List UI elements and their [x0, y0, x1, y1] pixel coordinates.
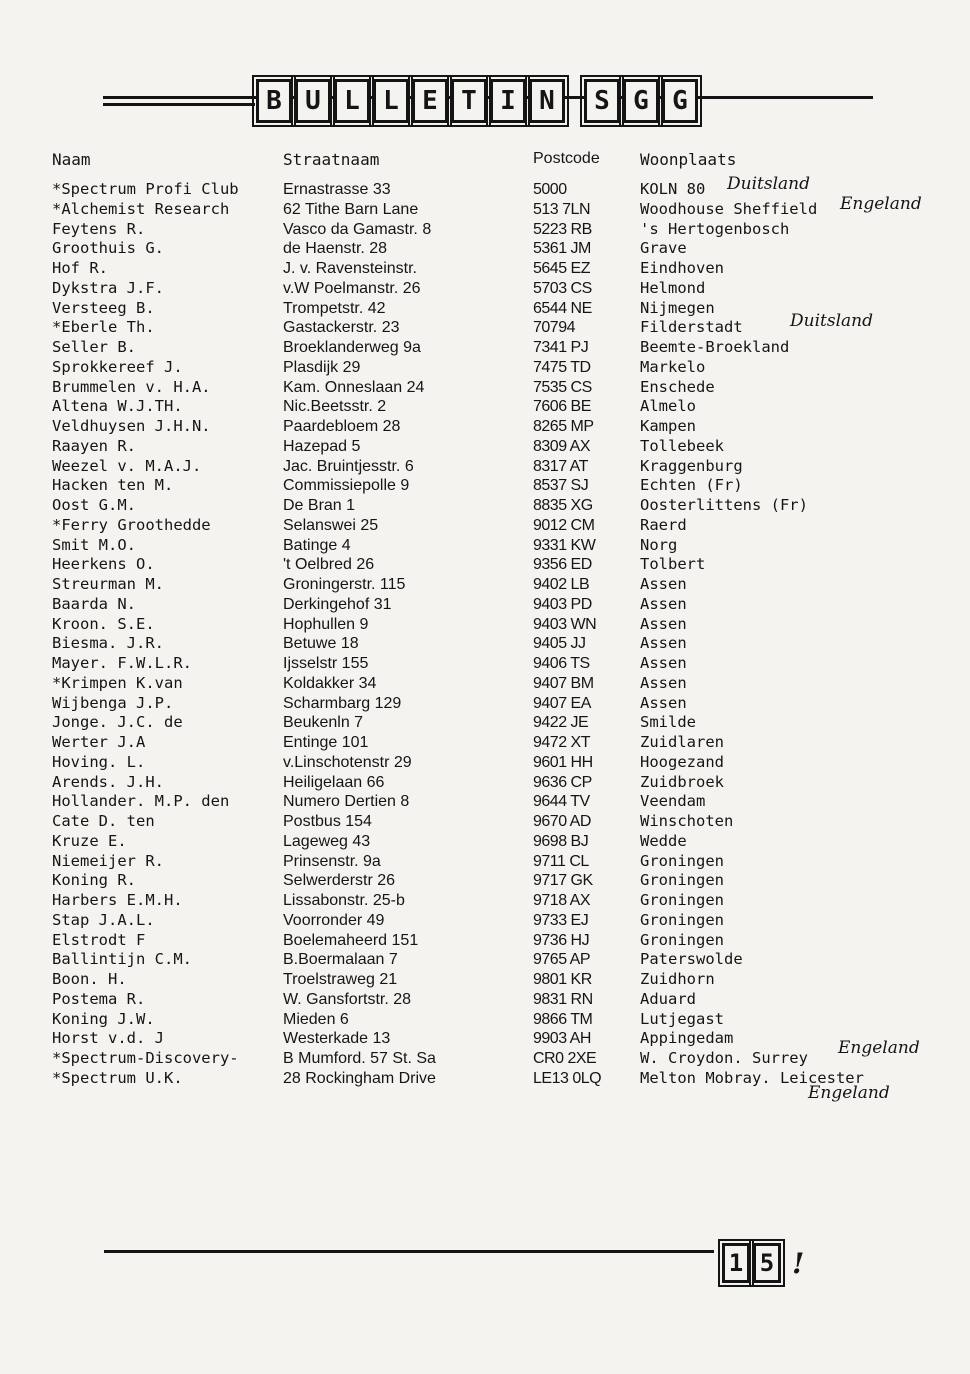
- entry-postcode: 5645 EZ: [533, 260, 590, 277]
- entry-street: Heiligelaan 66: [283, 773, 385, 791]
- entry-name: *Spectrum Profi Club: [52, 180, 239, 198]
- entry-town: Norg: [640, 535, 678, 554]
- entry-street: Scharmbarg 129: [283, 694, 402, 712]
- name-column: [52, 180, 277, 1089]
- entry-name: Koning R.: [52, 871, 136, 890]
- entry-postcode: 8537 SJ: [533, 477, 589, 495]
- entry-postcode: 9718 AX: [533, 892, 590, 909]
- entry-town: W. Croydon. Surrey: [640, 1049, 808, 1067]
- entry-postcode: 8309 AX: [533, 437, 590, 455]
- entry-town: Melton Mobray. Leicester: [640, 1068, 864, 1087]
- entry-name: Harbers E.M.H.: [52, 891, 183, 909]
- entry-town: Almelo: [640, 397, 696, 416]
- entry-postcode: 9407 BM: [533, 674, 594, 692]
- entry-name: Niemeijer R.: [52, 851, 164, 870]
- entry-street: Kam. Onneslaan 24: [283, 378, 425, 396]
- header-street: Straatnaam: [283, 150, 380, 169]
- entry-postcode: CR0 2XE: [533, 1050, 597, 1067]
- entry-street: Selwerderstr 26: [283, 872, 396, 890]
- handwritten-duitsland: Duitsland: [790, 311, 873, 331]
- entry-postcode: 9644 TV: [533, 793, 590, 811]
- entry-postcode: 8317 AT: [533, 457, 588, 475]
- entry-street: Nic.Beetsstr. 2: [283, 398, 387, 416]
- entry-name: Brummelen v. H.A.: [52, 377, 211, 396]
- entry-name: *Spectrum U.K.: [52, 1068, 183, 1087]
- entry-town: Grave: [640, 239, 687, 258]
- entry-name: Hof R.: [52, 259, 108, 277]
- entry-postcode: 9736 HJ: [533, 931, 590, 949]
- entry-street: Entinge 101: [283, 734, 369, 751]
- entry-name: Veldhuysen J.H.N.: [52, 417, 211, 435]
- entry-town: Zuidlaren: [640, 733, 724, 751]
- entry-postcode: 8835 XG: [533, 497, 593, 514]
- entry-name: Kruze E.: [52, 831, 127, 850]
- masthead-letter: U: [295, 79, 331, 123]
- entry-town: KOLN 80: [640, 180, 706, 198]
- masthead-letter: B: [256, 79, 292, 123]
- entry-street: 't Oelbred 26: [283, 556, 375, 574]
- entry-street: Plasdijk 29: [283, 358, 361, 376]
- page-number-digit: 1: [722, 1243, 750, 1283]
- entry-town: Filderstadt: [640, 318, 743, 337]
- entry-town: Appingedam: [640, 1029, 734, 1048]
- masthead-letter: S: [584, 79, 620, 123]
- masthead-letter: L: [334, 79, 370, 123]
- entry-street: Beukenln 7: [283, 714, 364, 732]
- entry-name: Weezel v. M.A.J.: [52, 456, 202, 475]
- handwritten-engeland: Engeland: [838, 1038, 920, 1058]
- entry-street: Jac. Bruintjesstr. 6: [283, 457, 414, 475]
- entry-town: Zuidbroek: [640, 772, 724, 791]
- entry-town: 's Hertogenbosch: [640, 219, 790, 238]
- entry-name: Postema R.: [52, 989, 146, 1008]
- entry-name: *Eberle Th.: [52, 318, 155, 337]
- entry-town: Assen: [640, 654, 687, 672]
- entry-street: Lissabonstr. 25-b: [283, 892, 405, 909]
- entry-town: Assen: [640, 693, 687, 712]
- entry-name: *Spectrum-Discovery-: [52, 1049, 239, 1067]
- entry-town: Lutjegast: [640, 1009, 724, 1028]
- entry-name: Hoving. L.: [52, 752, 146, 771]
- entry-street: Boelemaheerd 151: [283, 931, 419, 949]
- entry-town: Tolbert: [640, 555, 706, 574]
- entry-name: Altena W.J.TH.: [52, 397, 183, 416]
- entry-town: Assen: [640, 575, 687, 593]
- entry-street: Trompetstr. 42: [283, 299, 386, 317]
- masthead-letter: I: [490, 79, 526, 123]
- entry-postcode: 6544 NE: [533, 299, 592, 317]
- entry-street: 62 Tithe Barn Lane: [283, 200, 419, 218]
- entry-street: Postbus 154: [283, 813, 372, 830]
- entry-town: Nijmegen: [640, 298, 715, 317]
- entry-town: Hoogezand: [640, 752, 724, 771]
- entry-street: de Haenstr. 28: [283, 240, 388, 258]
- entry-street: Groningerstr. 115: [283, 576, 406, 593]
- entry-name: Hacken ten M.: [52, 476, 174, 495]
- entry-town: Winschoten: [640, 812, 734, 830]
- entry-street: Commissiepolle 9: [283, 477, 410, 495]
- masthead-letter: G: [662, 79, 698, 123]
- entry-postcode: 7475 TD: [533, 358, 591, 376]
- entry-name: Mayer. F.W.L.R.: [52, 654, 192, 672]
- entry-street: Numero Dertien 8: [283, 793, 410, 811]
- entry-town: Kampen: [640, 417, 696, 435]
- entry-town: Assen: [640, 594, 687, 613]
- entry-name: Biesma. J.R.: [52, 634, 164, 653]
- entry-street: Voorronder 49: [283, 911, 385, 929]
- entry-postcode: 9356 ED: [533, 556, 592, 574]
- bleed-through-title: [205, 137, 218, 162]
- entry-street: Hophullen 9: [283, 615, 369, 633]
- entry-town: Markelo: [640, 357, 706, 376]
- masthead-letter: T: [451, 79, 487, 123]
- entry-town: Helmond: [640, 278, 706, 297]
- page-mark: !: [792, 1246, 805, 1280]
- entry-name: Smit M.O.: [52, 535, 136, 554]
- entry-postcode: 513 7LN: [533, 200, 590, 218]
- entry-street: Hazepad 5: [283, 437, 361, 455]
- entry-street: W. Gansfortstr. 28: [283, 990, 412, 1008]
- entry-street: Koldakker 34: [283, 674, 377, 692]
- entry-street: B.Boermalaan 7: [283, 951, 398, 969]
- entry-town: Paterswolde: [640, 950, 743, 969]
- entry-street: v.W Poelmanstr. 26: [283, 279, 421, 297]
- entry-name: Werter J.A: [52, 733, 146, 751]
- entry-town: Groningen: [640, 891, 724, 909]
- entry-postcode: 9711 CL: [533, 852, 589, 870]
- entry-postcode: 8265 MP: [533, 418, 594, 435]
- entry-town: Echten (Fr): [640, 476, 743, 495]
- entry-street: Ernastrasse 33: [283, 181, 391, 198]
- entry-street: Troelstraweg 21: [283, 971, 398, 988]
- entry-name: Sprokkereef J.: [52, 357, 183, 376]
- entry-postcode: 9801 KR: [533, 971, 592, 988]
- entry-street: Mieden 6: [283, 1010, 349, 1028]
- entry-street: Paardebloem 28: [283, 418, 401, 435]
- masthead-letter: E: [412, 79, 448, 123]
- entry-street: Batinge 4: [283, 536, 351, 554]
- entry-postcode: 9403 PD: [533, 595, 592, 613]
- entry-name: *Ferry Groothedde: [52, 515, 211, 534]
- handwritten-engeland: Engeland: [808, 1083, 890, 1103]
- entry-postcode: 7606 BE: [533, 398, 591, 416]
- entry-postcode: 9406 TS: [533, 655, 590, 672]
- handwritten-duitsland: Duitsland: [727, 174, 810, 194]
- entry-town: Enschede: [640, 377, 715, 396]
- masthead-letter: N: [529, 79, 565, 123]
- entry-town: Woodhouse Sheffield: [640, 199, 818, 218]
- page-number-digit: 5: [753, 1243, 781, 1283]
- entry-town: Raerd: [640, 515, 687, 534]
- entry-postcode: 9405 JJ: [533, 635, 586, 653]
- entry-name: Raayen R.: [52, 436, 136, 455]
- entry-postcode: 70794: [533, 319, 575, 337]
- entry-town: Groningen: [640, 871, 724, 890]
- entry-town: Assen: [640, 634, 687, 653]
- masthead-letter: G: [623, 79, 659, 123]
- header-town: Woonplaats: [640, 150, 737, 169]
- entry-postcode: 7341 PJ: [533, 339, 589, 356]
- entry-name: Wijbenga J.P.: [52, 693, 174, 712]
- entry-name: Streurman M.: [52, 575, 164, 593]
- handwritten-engeland: Engeland: [840, 194, 922, 214]
- entry-street: Vasco da Gamastr. 8: [283, 220, 432, 238]
- entry-street: De Bran 1: [283, 497, 356, 514]
- entry-name: Horst v.d. J: [52, 1029, 164, 1048]
- entry-town: Beemte-Broekland: [640, 338, 790, 356]
- entry-town: Assen: [640, 614, 687, 633]
- entry-street: Selanswei 25: [283, 516, 379, 534]
- entry-postcode: 9407 EA: [533, 694, 591, 712]
- entry-postcode: 9698 BJ: [533, 832, 589, 850]
- entry-street: v.Linschotenstr 29: [283, 753, 412, 771]
- header-name: Naam: [52, 150, 91, 169]
- entry-town: Assen: [640, 673, 687, 692]
- entry-name: Baarda N.: [52, 594, 136, 613]
- entry-name: Arends. J.H.: [52, 772, 164, 791]
- entry-town: Tollebeek: [640, 436, 724, 455]
- entry-street: Lageweg 43: [283, 832, 371, 850]
- entry-town: Smilde: [640, 713, 696, 732]
- entry-postcode: 9403 WN: [533, 615, 597, 633]
- entry-name: *Alchemist Research: [52, 199, 230, 218]
- entry-postcode: 9636 CP: [533, 773, 592, 791]
- entry-postcode: 9012 CM: [533, 516, 595, 534]
- entry-name: Elstrodt F: [52, 930, 146, 949]
- entry-town: Aduard: [640, 989, 696, 1008]
- entry-name: Seller B.: [52, 338, 136, 356]
- header-postcode: Postcode: [533, 150, 600, 167]
- entry-postcode: 9733 EJ: [533, 911, 589, 929]
- entry-street: Westerkade 13: [283, 1030, 391, 1048]
- entry-street: Prinsenstr. 9a: [283, 852, 381, 870]
- entry-town: Eindhoven: [640, 259, 724, 277]
- entry-postcode: 9866 TM: [533, 1010, 593, 1028]
- entry-postcode: 5361 JM: [533, 240, 591, 258]
- entry-street: B Mumford. 57 St. Sa: [283, 1050, 436, 1067]
- entry-town: Zuidhorn: [640, 970, 715, 988]
- entry-street: Derkingehof 31: [283, 595, 392, 613]
- entry-postcode: 9422 JE: [533, 714, 589, 732]
- entry-street: 28 Rockingham Drive: [283, 1069, 436, 1087]
- entry-name: Groothuis G.: [52, 239, 164, 258]
- entry-name: Hollander. M.P. den: [52, 792, 230, 811]
- entry-street: J. v. Ravensteinstr.: [283, 260, 417, 277]
- entry-street: Gastackerstr. 23: [283, 319, 400, 337]
- entry-name: Jonge. J.C. de: [52, 713, 183, 732]
- entry-name: Kroon. S.E.: [52, 614, 155, 633]
- masthead-letter: L: [373, 79, 409, 123]
- top-rule-lower: [103, 103, 255, 106]
- entry-postcode: 5000: [533, 181, 567, 198]
- entry-town: Groningen: [640, 930, 724, 949]
- entry-postcode: 9903 AH: [533, 1030, 591, 1048]
- entry-postcode: 5703 CS: [533, 279, 592, 297]
- entry-postcode: 9331 KW: [533, 536, 596, 554]
- entry-name: Feytens R.: [52, 219, 146, 238]
- entry-town: Oosterlittens (Fr): [640, 496, 808, 514]
- entry-name: Koning J.W.: [52, 1009, 155, 1028]
- entry-name: *Krimpen K.van: [52, 673, 183, 692]
- entry-street: Broeklanderweg 9a: [283, 339, 421, 356]
- entry-town: Kraggenburg: [640, 456, 743, 475]
- entry-postcode: 9831 RN: [533, 990, 593, 1008]
- entry-postcode: 9670 AD: [533, 813, 591, 830]
- entry-postcode: 9472 XT: [533, 734, 590, 751]
- entry-postcode: 9717 GK: [533, 872, 593, 890]
- entry-town: Veendam: [640, 792, 706, 811]
- entry-street: Betuwe 18: [283, 635, 359, 653]
- entry-postcode: LE13 0LQ: [533, 1069, 602, 1087]
- page-number: [722, 1243, 804, 1283]
- street-column: [283, 180, 523, 1089]
- entry-name: Cate D. ten: [52, 812, 155, 830]
- entry-postcode: 9402 LB: [533, 576, 590, 593]
- entry-town: Wedde: [640, 831, 687, 850]
- entry-name: Boon. H.: [52, 970, 127, 988]
- entry-town: Groningen: [640, 851, 724, 870]
- masthead: [256, 78, 701, 124]
- postcode-column: [533, 180, 633, 1089]
- entry-street: Ijsselstr 155: [283, 655, 369, 672]
- entry-postcode: 9601 HH: [533, 753, 593, 771]
- entry-name: Ballintijn C.M.: [52, 950, 192, 969]
- entry-name: Oost G.M.: [52, 496, 136, 514]
- entry-postcode: 5223 RB: [533, 220, 592, 238]
- bottom-rule: [104, 1250, 714, 1253]
- entry-postcode: 7535 CS: [533, 378, 592, 396]
- entry-name: Dykstra J.F.: [52, 278, 164, 297]
- entry-name: Versteeg B.: [52, 298, 155, 317]
- entry-town: Groningen: [640, 910, 724, 929]
- entry-name: Heerkens O.: [52, 555, 155, 574]
- entry-name: Stap J.A.L.: [52, 910, 155, 929]
- entry-postcode: 9765 AP: [533, 951, 590, 969]
